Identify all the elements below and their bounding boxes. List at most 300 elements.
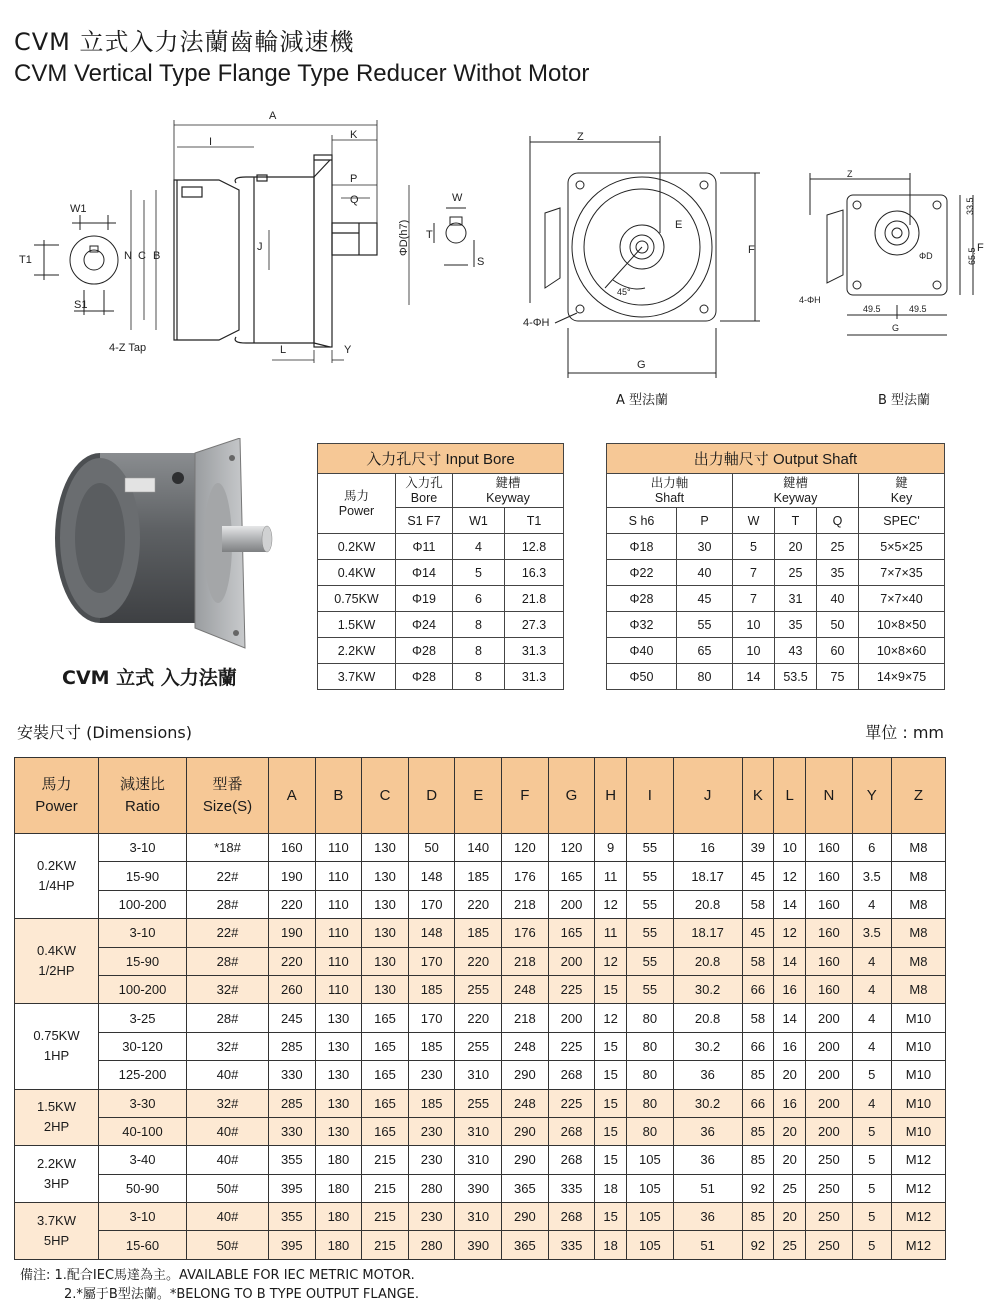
table-cell: 40-100 xyxy=(99,1117,187,1145)
table-cell: 36 xyxy=(673,1061,742,1089)
table-cell: 250 xyxy=(806,1146,853,1174)
ib-sub: T1 xyxy=(505,508,564,534)
table-row xyxy=(15,1117,946,1145)
table-cell: 160 xyxy=(806,862,853,890)
label-d: ΦD(h7) xyxy=(398,219,410,256)
label-angle: 45° xyxy=(617,287,631,297)
column-header xyxy=(99,758,187,834)
table-cell: 35 xyxy=(817,560,859,586)
table-cell: 230 xyxy=(408,1146,455,1174)
table-cell: 11 xyxy=(595,862,627,890)
table-cell: 165 xyxy=(548,919,595,947)
table-cell: 80 xyxy=(627,1089,674,1117)
ib-sub: S1 F7 xyxy=(396,508,453,534)
table-cell: 12 xyxy=(595,890,627,918)
flange-a-drawing xyxy=(505,128,780,383)
table-cell: 14 xyxy=(774,1004,806,1032)
table-cell: 230 xyxy=(408,1117,455,1145)
label-z: Z xyxy=(577,131,584,143)
os-sub: T xyxy=(775,508,817,534)
table-cell: 215 xyxy=(362,1231,409,1259)
label-w: W xyxy=(452,192,463,204)
table-cell: 160 xyxy=(806,919,853,947)
table-cell: 148 xyxy=(408,862,455,890)
table-cell: 3-10 xyxy=(99,1203,187,1231)
power-kw: 0.75KW xyxy=(33,1028,80,1044)
table-cell: 40# xyxy=(187,1203,269,1231)
table-cell: 11 xyxy=(595,919,627,947)
table-cell: 310 xyxy=(455,1146,502,1174)
table-cell: 220 xyxy=(455,947,502,975)
table-cell: 250 xyxy=(806,1231,853,1259)
table-cell: M10 xyxy=(891,1117,945,1145)
table-cell: 40 xyxy=(817,586,859,612)
header-cn: 馬力 xyxy=(41,775,72,793)
table-cell: 280 xyxy=(408,1174,455,1202)
power-hp: 1HP xyxy=(43,1048,70,1064)
table-cell: 130 xyxy=(362,862,409,890)
table-cell: 335 xyxy=(548,1174,595,1202)
table-cell: 16 xyxy=(774,975,806,1003)
table-cell: 10×8×60 xyxy=(859,638,945,664)
table-cell: 31.3 xyxy=(505,638,564,664)
table-cell: 15-90 xyxy=(99,947,187,975)
table-cell: 55 xyxy=(627,919,674,947)
table-cell: Φ40 xyxy=(607,638,677,664)
table-cell: 4 xyxy=(852,1032,891,1060)
dimensions-label: 安裝尺寸 (Dimensions) xyxy=(17,723,192,742)
header-en: J xyxy=(703,786,712,804)
column-header xyxy=(548,758,595,834)
table-cell: 5 xyxy=(852,1146,891,1174)
table-row xyxy=(15,1089,946,1117)
table-cell: 22# xyxy=(187,919,269,947)
table-cell: 85 xyxy=(742,1203,774,1231)
table-cell: 25 xyxy=(775,560,817,586)
table-cell: 40 xyxy=(677,560,733,586)
table-cell: 215 xyxy=(362,1203,409,1231)
table-cell: 218 xyxy=(502,947,549,975)
column-header xyxy=(408,758,455,834)
label-t1: T1 xyxy=(19,254,32,266)
table-cell: 3.5 xyxy=(852,862,891,890)
table-row xyxy=(15,1203,946,1231)
table-cell: 12 xyxy=(774,862,806,890)
header-en: G xyxy=(565,786,578,804)
column-header xyxy=(595,758,627,834)
table-cell: 15 xyxy=(595,1089,627,1117)
table-cell: 0.2KW xyxy=(318,534,396,560)
label-f: F xyxy=(748,244,755,256)
table-cell: 30-120 xyxy=(99,1032,187,1060)
table-cell: 355 xyxy=(269,1146,316,1174)
table-cell: 180 xyxy=(315,1231,362,1259)
photo-caption: CVM 立式 入力法蘭 xyxy=(62,667,237,689)
header-en: Y xyxy=(866,786,877,804)
table-cell: 7 xyxy=(733,560,775,586)
table-cell: M12 xyxy=(891,1174,945,1202)
table-cell: 80 xyxy=(627,1004,674,1032)
table-cell: 1.5KW xyxy=(318,612,396,638)
label-n: N xyxy=(124,250,132,262)
table-cell: 250 xyxy=(806,1174,853,1202)
table-cell: 50-90 xyxy=(99,1174,187,1202)
table-cell: 248 xyxy=(502,1032,549,1060)
side-view-drawing xyxy=(14,105,494,365)
table-cell: 31.3 xyxy=(505,664,564,690)
table-cell: 32# xyxy=(187,975,269,1003)
table-cell: 5 xyxy=(852,1174,891,1202)
table-cell: 130 xyxy=(362,834,409,862)
column-header xyxy=(852,758,891,834)
table-row xyxy=(15,834,946,862)
label-z-b: Z xyxy=(847,169,853,179)
table-cell: *18# xyxy=(187,834,269,862)
table-cell: 55 xyxy=(677,612,733,638)
column-header xyxy=(891,758,945,834)
table-cell: 200 xyxy=(806,1032,853,1060)
table-cell: 45 xyxy=(742,919,774,947)
table-cell: 218 xyxy=(502,890,549,918)
table-cell: 5 xyxy=(852,1231,891,1259)
table-cell: 9 xyxy=(595,834,627,862)
table-cell: 218 xyxy=(502,1004,549,1032)
table-cell: 200 xyxy=(548,890,595,918)
table-cell: 30.2 xyxy=(673,1089,742,1117)
table-cell: 31 xyxy=(775,586,817,612)
table-cell: 390 xyxy=(455,1231,502,1259)
table-cell: 30.2 xyxy=(673,975,742,1003)
table-cell: 310 xyxy=(455,1061,502,1089)
header-en: C xyxy=(379,786,391,804)
table-cell: 220 xyxy=(269,890,316,918)
table-cell: 15 xyxy=(595,1203,627,1231)
header-en: L xyxy=(785,786,794,804)
table-cell: 55 xyxy=(627,834,674,862)
table-cell: 36 xyxy=(673,1146,742,1174)
table-cell: 130 xyxy=(315,1061,362,1089)
label-y: Y xyxy=(344,344,352,356)
table-cell: 3-25 xyxy=(99,1004,187,1032)
table-cell: 16 xyxy=(774,1089,806,1117)
note-line-1 xyxy=(20,1264,415,1283)
table-cell: 6 xyxy=(852,834,891,862)
label-j: J xyxy=(257,241,263,253)
table-cell: 6 xyxy=(453,586,505,612)
table-cell: Φ19 xyxy=(396,586,453,612)
table-cell: 130 xyxy=(362,975,409,1003)
label-t: T xyxy=(426,229,433,241)
table-row xyxy=(15,1061,946,1089)
table-cell: 290 xyxy=(502,1146,549,1174)
table-row xyxy=(607,612,945,638)
table-cell: 165 xyxy=(362,1004,409,1032)
table-cell: Φ24 xyxy=(396,612,453,638)
table-cell: 0.4KW xyxy=(318,560,396,586)
header-cn: 減速比 xyxy=(119,775,165,793)
table-row xyxy=(15,919,946,947)
table-cell: 20.8 xyxy=(673,890,742,918)
table-cell: 16 xyxy=(774,1032,806,1060)
label-b: B xyxy=(153,250,161,262)
table-cell: 14 xyxy=(774,890,806,918)
ib-bore-header: 入力孔 Bore xyxy=(396,474,453,508)
table-cell: 365 xyxy=(502,1174,549,1202)
table-cell: 51 xyxy=(673,1231,742,1259)
table-cell: 170 xyxy=(408,890,455,918)
power-kw: 2.2KW xyxy=(36,1156,76,1172)
page-title-cn: CVM 立式入力法蘭齒輪減速機 xyxy=(14,28,355,56)
table-cell: 165 xyxy=(548,862,595,890)
dimensions-table xyxy=(14,757,946,1260)
label-p: P xyxy=(350,173,358,185)
table-row xyxy=(15,1004,946,1032)
table-cell: 200 xyxy=(806,1004,853,1032)
table-cell: 36 xyxy=(673,1117,742,1145)
os-sub: Q xyxy=(817,508,859,534)
table-cell: 66 xyxy=(742,975,774,1003)
table-row xyxy=(318,664,564,690)
table-cell: M10 xyxy=(891,1089,945,1117)
table-cell: 395 xyxy=(269,1174,316,1202)
table-cell: 335 xyxy=(548,1231,595,1259)
column-header xyxy=(269,758,316,834)
header-en: H xyxy=(605,786,617,804)
table-cell: 7×7×35 xyxy=(859,560,945,586)
table-cell: M8 xyxy=(891,919,945,947)
column-header xyxy=(673,758,742,834)
input-bore-table xyxy=(317,443,564,690)
table-cell: 268 xyxy=(548,1117,595,1145)
table-cell: 20 xyxy=(774,1117,806,1145)
table-cell: 15 xyxy=(595,975,627,1003)
power-hp: 2HP xyxy=(43,1119,70,1135)
table-cell: 180 xyxy=(315,1146,362,1174)
table-cell: 4 xyxy=(852,1004,891,1032)
table-cell: 285 xyxy=(269,1032,316,1060)
note-line-2 xyxy=(64,1283,419,1302)
table-cell: 20.8 xyxy=(673,1004,742,1032)
table-cell: 250 xyxy=(806,1203,853,1231)
table-cell: 18 xyxy=(595,1231,627,1259)
header-en: N xyxy=(823,786,835,804)
table-cell: 85 xyxy=(742,1117,774,1145)
table-cell: Φ22 xyxy=(607,560,677,586)
table-cell: M8 xyxy=(891,947,945,975)
table-row xyxy=(318,612,564,638)
table-cell: 200 xyxy=(548,947,595,975)
os-sub: W xyxy=(733,508,775,534)
table-cell: 160 xyxy=(806,947,853,975)
flange-b-caption: B 型法蘭 xyxy=(878,393,931,408)
table-cell: 5 xyxy=(453,560,505,586)
table-cell: 80 xyxy=(627,1032,674,1060)
table-row xyxy=(15,862,946,890)
table-cell: 130 xyxy=(362,919,409,947)
table-cell: 3-40 xyxy=(99,1146,187,1174)
table-cell: 12 xyxy=(595,1004,627,1032)
table-cell: 18.17 xyxy=(673,919,742,947)
table-row xyxy=(15,1231,946,1259)
table-cell: 80 xyxy=(627,1117,674,1145)
column-header xyxy=(774,758,806,834)
note-text-2: 2.*屬于B型法蘭。*BELONG TO B TYPE OUTPUT FLANGE. xyxy=(64,1287,419,1302)
table-cell: 15 xyxy=(595,1032,627,1060)
table-cell: 32# xyxy=(187,1032,269,1060)
label-s1: S1 xyxy=(74,299,88,311)
table-cell: 28# xyxy=(187,947,269,975)
power-hp: 3HP xyxy=(43,1176,70,1192)
page-title-en: CVM Vertical Type Flange Type Reducer Withot Motor xyxy=(14,60,590,87)
table-cell: 110 xyxy=(315,919,362,947)
table-cell: 190 xyxy=(269,919,316,947)
table-cell: 50# xyxy=(187,1231,269,1259)
label-495a: 49.5 xyxy=(863,304,881,314)
table-cell: M8 xyxy=(891,975,945,1003)
column-header xyxy=(806,758,853,834)
table-cell: 28# xyxy=(187,1004,269,1032)
table-cell: 290 xyxy=(502,1117,549,1145)
table-cell: 285 xyxy=(269,1089,316,1117)
table-cell: 7×7×40 xyxy=(859,586,945,612)
table-cell: 255 xyxy=(455,1032,502,1060)
table-cell: 130 xyxy=(315,1004,362,1032)
table-cell: 110 xyxy=(315,834,362,862)
table-cell: 215 xyxy=(362,1146,409,1174)
table-cell: 268 xyxy=(548,1061,595,1089)
table-cell: 5×5×25 xyxy=(859,534,945,560)
header-en: D xyxy=(426,786,438,804)
table-cell: 3-30 xyxy=(99,1089,187,1117)
table-cell: 12 xyxy=(595,947,627,975)
table-cell: 85 xyxy=(742,1146,774,1174)
table-cell: 100-200 xyxy=(99,975,187,1003)
column-header xyxy=(502,758,549,834)
table-cell: 255 xyxy=(455,975,502,1003)
power-kw: 1.5KW xyxy=(36,1099,76,1115)
label-f-b: F xyxy=(977,242,984,254)
ib-sub: W1 xyxy=(453,508,505,534)
table-cell: 105 xyxy=(627,1174,674,1202)
table-cell: 200 xyxy=(806,1089,853,1117)
label-495b: 49.5 xyxy=(909,304,927,314)
ib-keyway-header: 鍵槽 Keyway xyxy=(453,474,564,508)
table-cell: 200 xyxy=(806,1117,853,1145)
power-cell xyxy=(15,834,99,919)
os-sub: S h6 xyxy=(607,508,677,534)
table-cell: 185 xyxy=(408,975,455,1003)
table-cell: 4 xyxy=(453,534,505,560)
header-en: Power xyxy=(35,797,78,815)
table-cell: 110 xyxy=(315,862,362,890)
table-cell: 20 xyxy=(774,1061,806,1089)
table-cell: 110 xyxy=(315,890,362,918)
header-en: A xyxy=(286,786,297,804)
table-cell: 10 xyxy=(774,834,806,862)
table-cell: 130 xyxy=(315,1032,362,1060)
table-cell: 20 xyxy=(774,1146,806,1174)
table-row xyxy=(15,947,946,975)
table-cell: 390 xyxy=(455,1174,502,1202)
table-row xyxy=(607,534,945,560)
flange-a-caption: A 型法蘭 xyxy=(616,393,669,408)
header-en: E xyxy=(473,786,484,804)
table-cell: 165 xyxy=(362,1089,409,1117)
table-cell: 45 xyxy=(742,862,774,890)
table-cell: 290 xyxy=(502,1061,549,1089)
table-cell: 130 xyxy=(362,947,409,975)
table-cell: 180 xyxy=(315,1174,362,1202)
table-cell: 10×8×50 xyxy=(859,612,945,638)
table-cell: 185 xyxy=(455,862,502,890)
table-cell: 160 xyxy=(806,975,853,1003)
table-cell: 53.5 xyxy=(775,664,817,690)
table-cell: 148 xyxy=(408,919,455,947)
table-cell: 130 xyxy=(315,1089,362,1117)
table-cell: 170 xyxy=(408,1004,455,1032)
table-cell: 50# xyxy=(187,1174,269,1202)
table-cell: 55 xyxy=(627,862,674,890)
table-cell: 248 xyxy=(502,975,549,1003)
table-cell: 50 xyxy=(408,834,455,862)
label-a: A xyxy=(269,110,277,122)
table-cell: 58 xyxy=(742,1004,774,1032)
table-cell: 245 xyxy=(269,1004,316,1032)
table-row xyxy=(318,586,564,612)
table-cell: M10 xyxy=(891,1061,945,1089)
table-cell: 20 xyxy=(775,534,817,560)
table-cell: 5 xyxy=(852,1061,891,1089)
table-cell: 176 xyxy=(502,862,549,890)
note-label: 備注: xyxy=(20,1268,51,1283)
table-cell: 330 xyxy=(269,1061,316,1089)
table-cell: 160 xyxy=(806,834,853,862)
table-cell: 355 xyxy=(269,1203,316,1231)
table-cell: 18.17 xyxy=(673,862,742,890)
table-cell: 130 xyxy=(362,890,409,918)
table-cell: 27.3 xyxy=(505,612,564,638)
table-cell: 51 xyxy=(673,1174,742,1202)
table-cell: 10 xyxy=(733,638,775,664)
table-cell: 160 xyxy=(806,890,853,918)
table-cell: 18 xyxy=(595,1174,627,1202)
table-cell: 190 xyxy=(269,862,316,890)
table-cell: 15-90 xyxy=(99,862,187,890)
table-cell: 225 xyxy=(548,975,595,1003)
table-cell: 100-200 xyxy=(99,890,187,918)
table-cell: 10 xyxy=(733,612,775,638)
table-cell: 120 xyxy=(548,834,595,862)
table-cell: 125-200 xyxy=(99,1061,187,1089)
table-cell: 15 xyxy=(595,1146,627,1174)
table-cell: 268 xyxy=(548,1203,595,1231)
table-cell: M10 xyxy=(891,1032,945,1060)
table-cell: 25 xyxy=(774,1231,806,1259)
table-cell: 30.2 xyxy=(673,1032,742,1060)
table-cell: M8 xyxy=(891,890,945,918)
label-holes-b: 4-ΦH xyxy=(799,295,821,305)
power-cell xyxy=(15,919,99,1004)
table-cell: 5 xyxy=(733,534,775,560)
table-cell: 185 xyxy=(455,919,502,947)
table-cell: 170 xyxy=(408,947,455,975)
table-cell: 4 xyxy=(852,947,891,975)
label-c: C xyxy=(138,250,146,262)
table-cell: 20 xyxy=(774,1203,806,1231)
note-text-1: 1.配合IEC馬達為主。AVAILABLE FOR IEC METRIC MOTOR. xyxy=(54,1268,415,1283)
table-cell: 30 xyxy=(677,534,733,560)
column-header xyxy=(187,758,269,834)
